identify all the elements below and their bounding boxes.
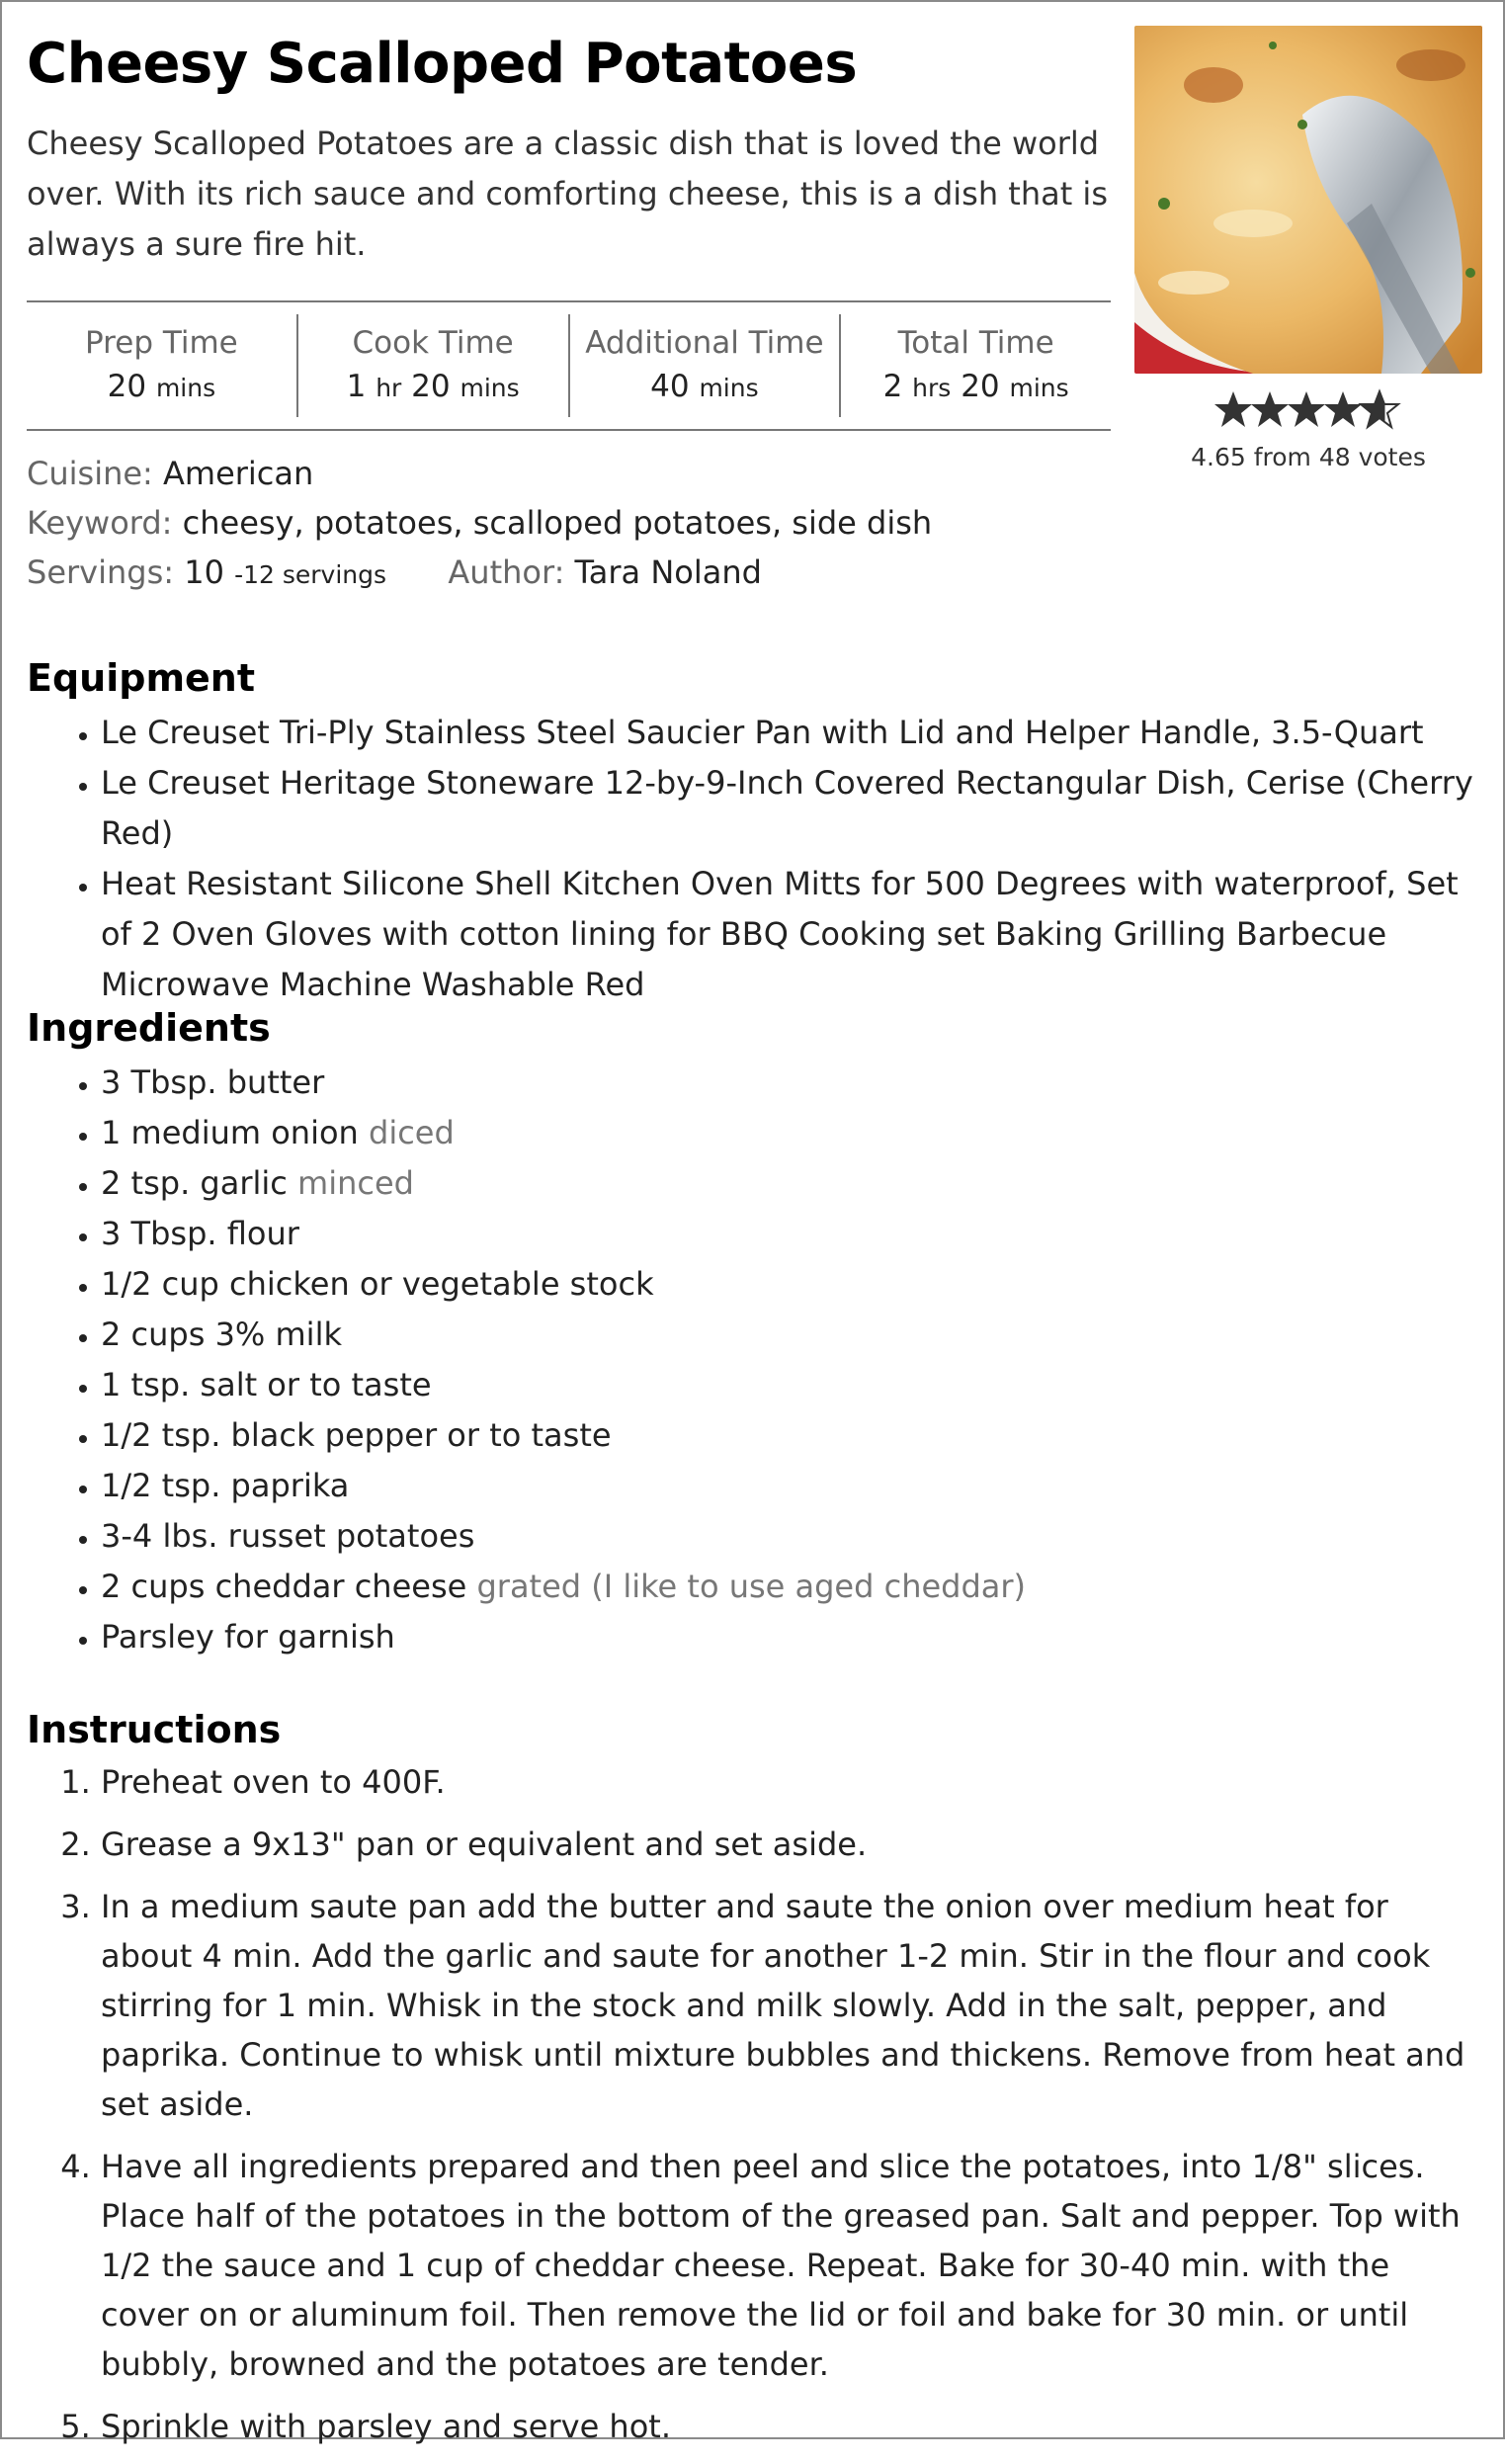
keyword-row <box>27 504 932 542</box>
time-number: 40 <box>650 369 690 404</box>
equipment-item[interactable]: • Le Creuset Heritage Stoneware 12-by-9-Inch Covered Rectangular Dish, Cerise (Cherry Red) <box>101 758 1479 859</box>
time-unit: mins <box>460 374 520 402</box>
ingredient-item: • Parsley for garnish <box>101 1612 1479 1662</box>
star-rating-icon <box>1214 387 1402 431</box>
recipe-title: Cheesy Scalloped Potatoes <box>27 32 858 96</box>
servings-label: Servings: <box>27 553 175 591</box>
ingredient-item: • 3 Tbsp. flour <box>101 1209 1479 1259</box>
cuisine-label: Cuisine: <box>27 455 153 492</box>
ingredient-item: • 3-4 lbs. russet potatoes <box>101 1511 1479 1562</box>
recipe-photo[interactable] <box>1134 26 1482 374</box>
time-value <box>883 365 1069 410</box>
time-number: 20 <box>107 369 147 404</box>
instruction-step: 5. Sprinkle with parsley and serve hot. <box>101 2402 1479 2451</box>
time-number: 20 <box>411 369 451 404</box>
equipment-item[interactable]: • Heat Resistant Silicone Shell Kitchen Oven Mitts for 500 Degrees with waterproof, Set of 2 Oven Gloves with cotton lining for BBQ Cooking set Baking Grilling Barbecue Microwave Machine Washable Red <box>101 859 1479 1010</box>
time-unit: hr <box>376 374 402 402</box>
total-time <box>841 314 1111 417</box>
author-value: Tara Noland <box>574 553 762 591</box>
ingredient-item: • 1/2 tsp. black pepper or to taste <box>101 1410 1479 1461</box>
ingredient-note: diced <box>369 1114 455 1151</box>
ingredient-note: grated (I like to use aged cheddar) <box>476 1568 1027 1605</box>
time-label: Prep Time <box>85 325 238 361</box>
instructions-heading: Instructions <box>27 1708 282 1751</box>
ingredient-item: • 2 cups 3% milk <box>101 1310 1479 1360</box>
time-number: 2 <box>882 369 903 404</box>
ingredients-list <box>2 1058 1479 1662</box>
equipment-list <box>2 708 1479 1010</box>
instruction-step: 2. Grease a 9x13" pan or equivalent and set aside. <box>101 1820 1479 1869</box>
time-unit: mins <box>699 374 759 402</box>
equipment-item[interactable]: • Le Creuset Tri-Ply Stainless Steel Saucier Pan with Lid and Helper Handle, 3.5-Quart <box>101 708 1479 758</box>
time-value <box>347 365 520 410</box>
cook-time <box>298 314 570 417</box>
time-unit: mins <box>155 374 216 402</box>
recipe-times <box>27 300 1111 431</box>
recipe-photo-image <box>1134 26 1482 374</box>
keyword-value: cheesy, potatoes, scalloped potatoes, side dish <box>182 504 933 542</box>
time-unit: hrs <box>912 374 952 402</box>
time-unit: mins <box>1009 374 1069 402</box>
ingredient-item: • 1/2 tsp. paprika <box>101 1461 1479 1511</box>
instruction-step: 1. Preheat oven to 400F. <box>101 1757 1479 1807</box>
cuisine-row <box>27 455 313 492</box>
time-value <box>108 365 215 410</box>
author-label: Author: <box>448 553 565 591</box>
time-value <box>650 365 758 410</box>
ingredient-item: • 2 tsp. garlic minced <box>101 1158 1479 1209</box>
servings-value[interactable]: 10 <box>184 553 224 591</box>
rating-stars[interactable] <box>1134 387 1482 441</box>
time-number: 20 <box>961 369 1000 404</box>
ingredients-heading: Ingredients <box>27 1006 271 1050</box>
equipment-heading: Equipment <box>27 656 256 700</box>
ingredient-note: minced <box>297 1164 414 1202</box>
ingredient-item: • 2 cups cheddar cheese grated (I like to use aged cheddar) <box>101 1562 1479 1612</box>
ingredient-item: • 3 Tbsp. butter <box>101 1058 1479 1108</box>
keyword-label: Keyword: <box>27 504 173 542</box>
instruction-step: 4. Have all ingredients prepared and then peel and slice the potatoes, into 1/8" slices. Place half of the potatoes in the bottom of the greased pan. Salt and pepper. Top with 1/2 the sauce and 1 cup of cheddar cheese. Repeat. Bake for 30-40 min. with the cover on or aluminum foil. Then remove the lid or foil and bake for 30 min. or until bubbly, browned and the potatoes are tender. <box>101 2142 1479 2389</box>
servings-unit: -12 servings <box>234 560 387 589</box>
time-label: Additional Time <box>585 325 824 361</box>
rating-text: 4.65 from 48 votes <box>1191 443 1426 471</box>
instructions-list <box>2 1757 1479 2464</box>
time-label: Cook Time <box>352 325 514 361</box>
ingredient-item: • 1 medium onion diced <box>101 1108 1479 1158</box>
time-number: 1 <box>346 369 367 404</box>
recipe-summary: Cheesy Scalloped Potatoes are a classic dish that is loved the world over. With its rich sauce and comforting cheese, this is a dish that is always a sure fire hit. <box>27 125 1108 263</box>
prep-time <box>27 314 298 417</box>
instruction-step: 3. In a medium saute pan add the butter and saute the onion over medium heat for about 4 min. Add the garlic and saute for another 1-2 min. Stir in the flour and cook stirring for 1 min. Whisk in the stock and milk slowly. Add in the salt, pepper, and paprika. Continue to whisk until mixture bubbles and thickens. Remove from heat and set aside. <box>101 1882 1479 2129</box>
ingredient-item: • 1 tsp. salt or to taste <box>101 1360 1479 1410</box>
servings-row <box>27 553 762 591</box>
time-label: Total Time <box>897 325 1054 361</box>
additional-time <box>570 314 842 417</box>
cuisine-value[interactable]: American <box>163 455 314 492</box>
ingredient-item: • 1/2 cup chicken or vegetable stock <box>101 1259 1479 1310</box>
